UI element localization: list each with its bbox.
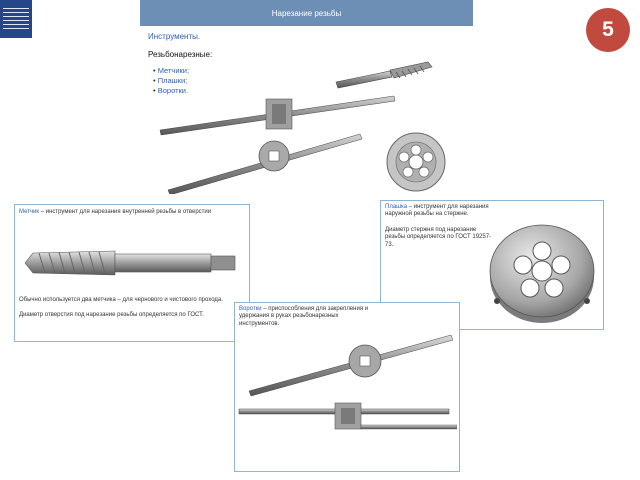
section-subheading: Резьбонарезные:: [148, 50, 213, 59]
list-item: • Плашки;: [153, 76, 189, 86]
list-item: • Воротки.: [153, 86, 189, 96]
wrench-definition: – приспособления для закрепления и удержания в руках резьбонарезных инструментов.: [239, 306, 369, 327]
die-holder-icon: [160, 96, 395, 135]
die-keyword: Плашка: [385, 204, 408, 210]
page-title: Нарезание резьбы: [140, 0, 473, 26]
tap-wrench-icon: [168, 134, 362, 194]
tap-wrench-icon: [249, 335, 453, 396]
slide-number-badge: 5: [586, 8, 630, 52]
tap-info-box: [14, 204, 250, 342]
die-definition: – инструмент для нарезания наружной резьбы на стержне.: [385, 204, 489, 218]
tap-note-2: Диаметр отверстия под нарезание резьбы определяется по ГОСТ.: [19, 312, 204, 318]
round-die-icon: [387, 133, 445, 191]
tools-illustration: [140, 26, 473, 194]
wrench-info-box: [234, 302, 460, 472]
section-heading: Инструменты.: [148, 32, 201, 41]
die-note: Диаметр стержня под нарезание резьбы определяется по ГОСТ 19257-73.: [385, 227, 492, 248]
die-holder-icon: [239, 403, 457, 429]
tap-note-1: Обычно используется два метчика – для чернового и чистового прохода.: [19, 297, 223, 303]
tap-tool-icon: [336, 62, 432, 88]
wrench-keyword: Воротки: [239, 306, 262, 312]
tap-icon: [19, 245, 243, 281]
tap-definition: – инструмент для нарезания внутренней резьбы в отверстии: [39, 209, 212, 215]
logo: [0, 0, 32, 38]
tap-keyword: Метчик: [19, 209, 40, 215]
list-item: • Метчики;: [153, 66, 189, 76]
wrenches-illustration: [237, 329, 457, 469]
round-die-large-icon: [485, 215, 599, 327]
